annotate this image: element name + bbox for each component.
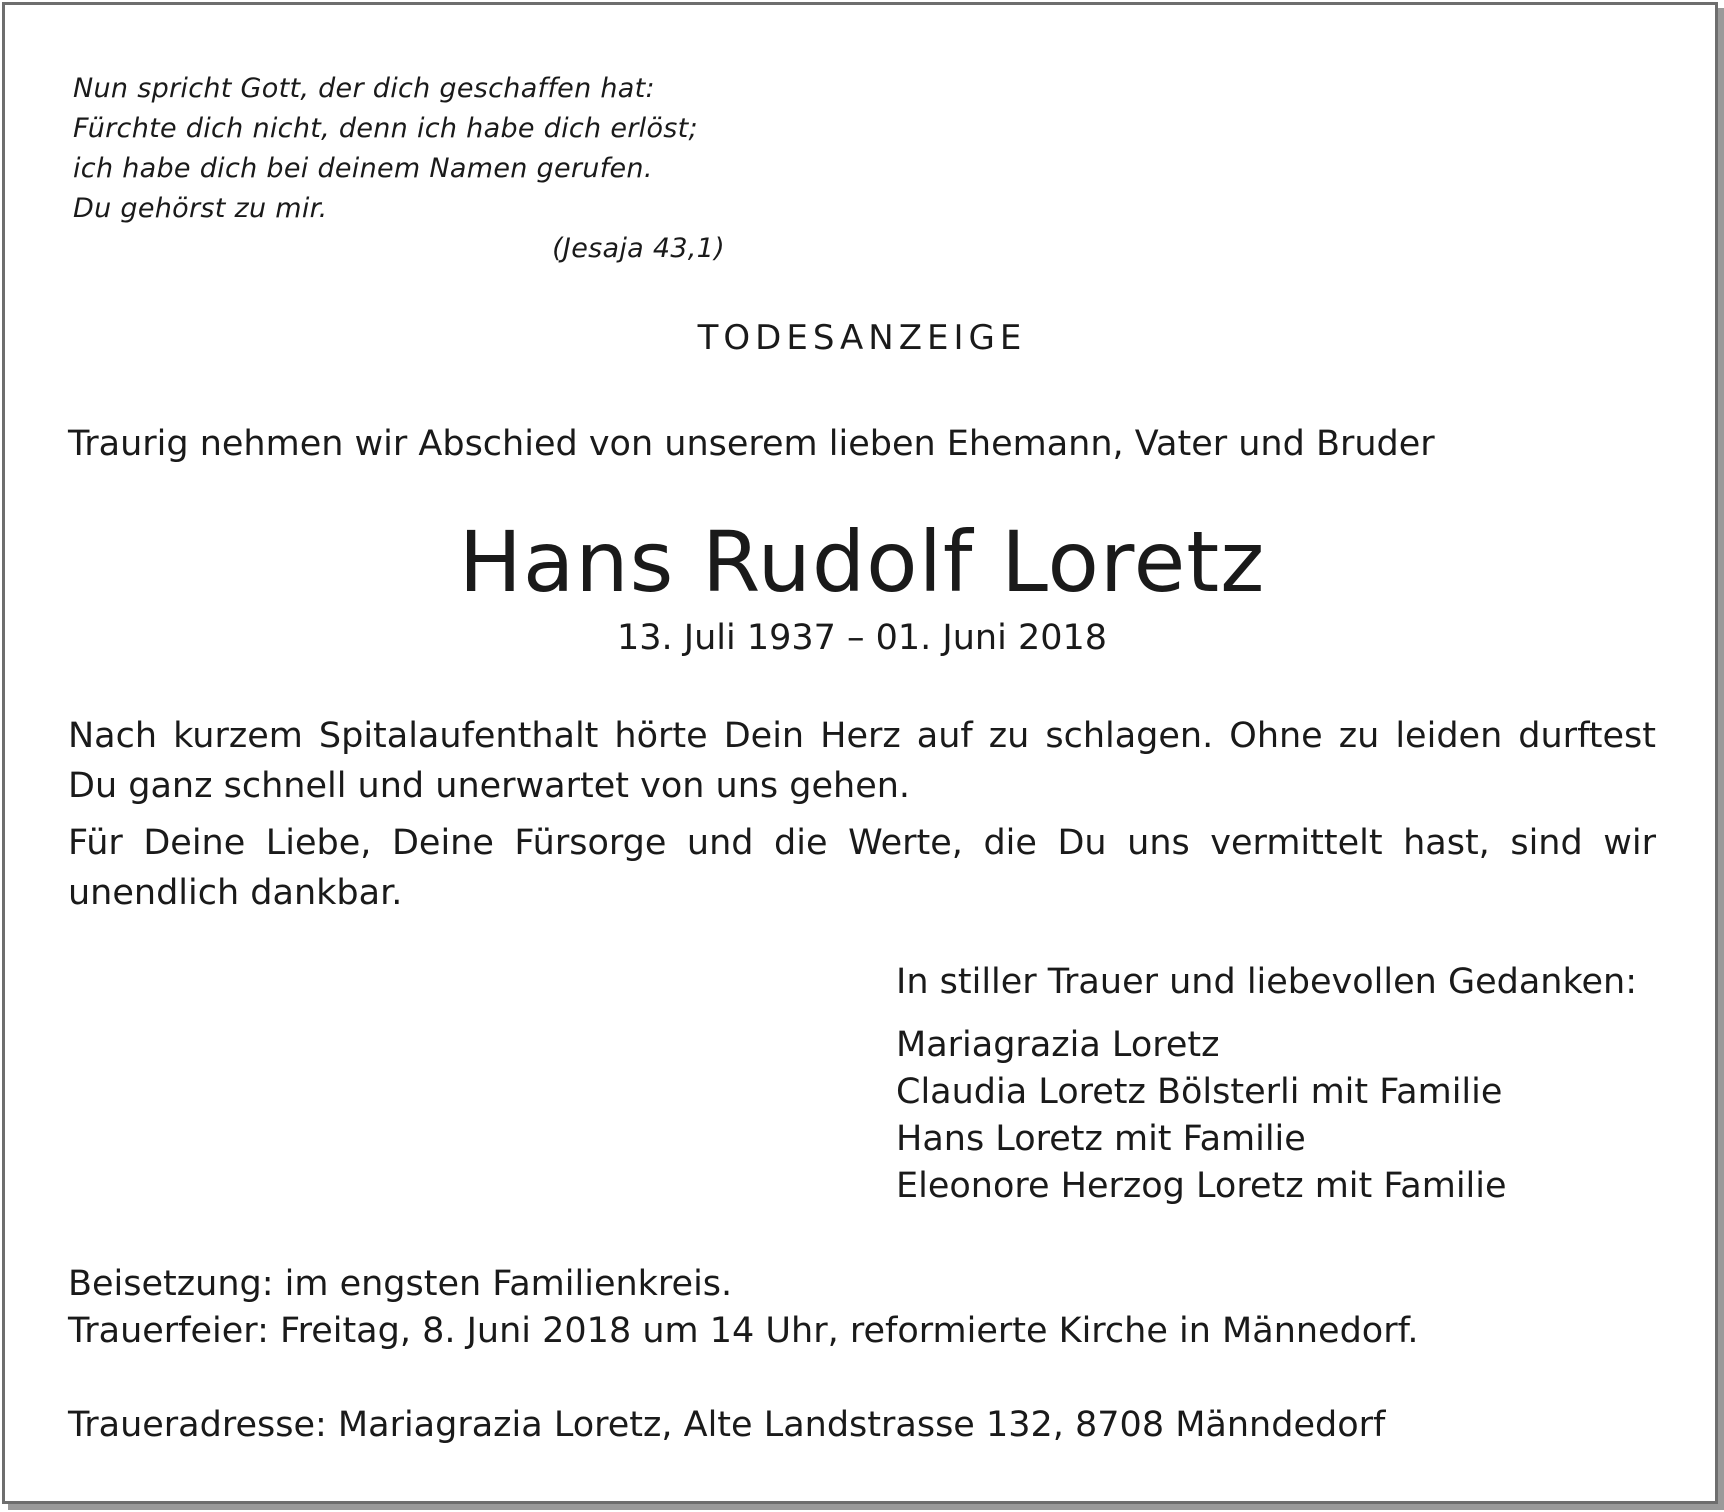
verse-reference: (Jesaja 43,1) xyxy=(552,233,725,264)
bible-verse xyxy=(73,69,753,269)
mourners-list xyxy=(896,1022,1507,1210)
verse-line: Nun spricht Gott, der dich geschaffen hat: xyxy=(73,73,655,104)
mourner-name: Eleonore Herzog Loretz mit Familie xyxy=(896,1166,1507,1206)
burial-info: Beisetzung: im engsten Familienkreis. xyxy=(68,1264,733,1304)
frame-shadow-bottom xyxy=(8,1504,1722,1510)
verse-line: Du gehörst zu mir. xyxy=(73,193,328,224)
frame-shadow-right xyxy=(1718,8,1724,1510)
verse-line: ich habe dich bei deinem Namen gerufen. xyxy=(73,153,653,184)
mourning-heading: In stiller Trauer und liebevollen Gedanken: xyxy=(896,962,1637,1002)
life-dates: 13. Juli 1937 – 01. Juni 2018 xyxy=(616,618,1108,658)
mourning-address: Traueradresse: Mariagrazia Loretz, Alte Landstrasse 132, 8708 Männdedorf xyxy=(68,1405,1386,1445)
deceased-name: Hans Rudolf Loretz xyxy=(458,513,1266,611)
verse-line: Fürchte dich nicht, denn ich habe dich erlöst; xyxy=(73,113,698,144)
ceremony-info: Trauerfeier: Freitag, 8. Juni 2018 um 14 Uhr, reformierte Kirche in Männedorf. xyxy=(68,1311,1419,1351)
paragraph-gratitude: Für Deine Liebe, Deine Fürsorge und die Werte, die Du uns vermittelt hast, sind wir unendlich dankbar. xyxy=(68,823,1656,913)
paragraph-passing: Nach kurzem Spitalaufenthalt hörte Dein Herz auf zu schlagen. Ohne zu leiden durftest Du ganz schnell und unerwartet von uns gehen. xyxy=(68,716,1656,806)
notice-heading: TODESANZEIGE xyxy=(697,318,1027,358)
mourner-name: Mariagrazia Loretz xyxy=(896,1025,1220,1065)
mourner-name: Claudia Loretz Bölsterli mit Familie xyxy=(896,1072,1503,1112)
intro-text: Traurig nehmen wir Abschied von unserem lieben Ehemann, Vater und Bruder xyxy=(68,424,1435,464)
mourner-name: Hans Loretz mit Familie xyxy=(896,1119,1306,1159)
